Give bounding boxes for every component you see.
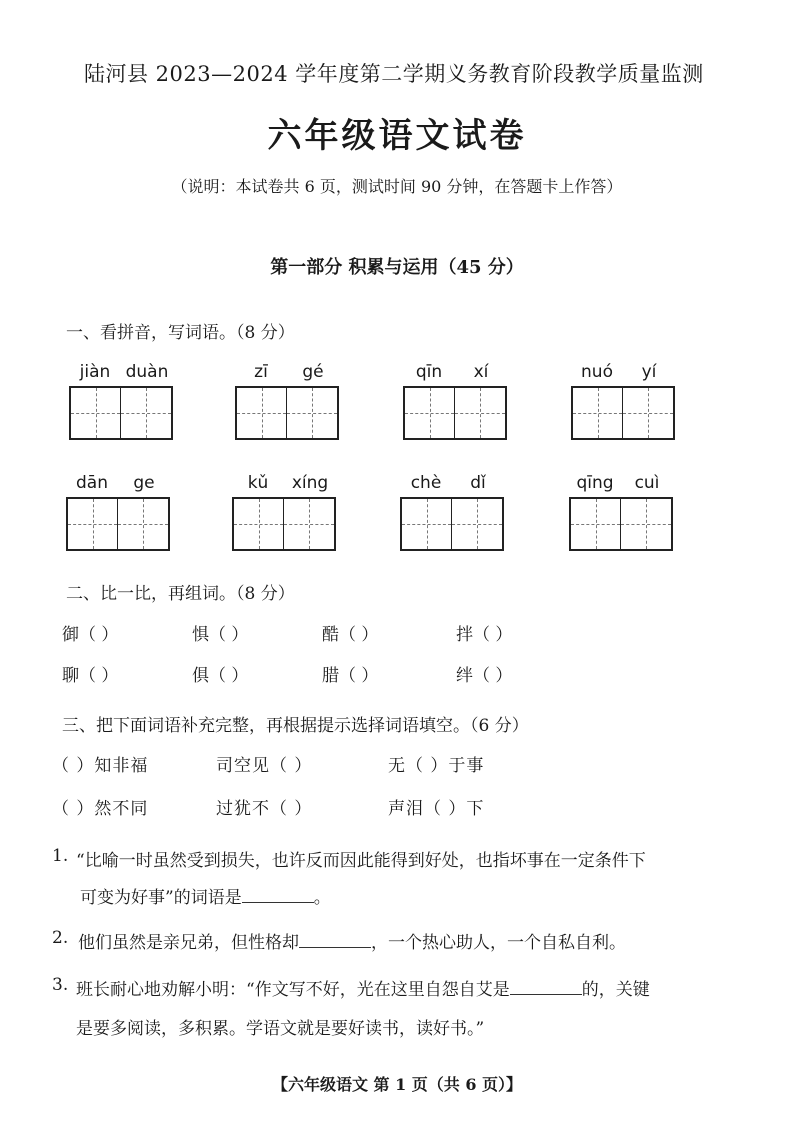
pinyin-syllable: gé	[302, 362, 324, 382]
pinyin-syllable: zī	[254, 362, 268, 382]
idiom-fill[interactable]: （ ）然不同	[52, 799, 149, 819]
char-pair[interactable]: 俱（ ）	[192, 666, 249, 686]
writing-grid[interactable]	[235, 386, 339, 440]
pinyin-syllable: ge	[133, 473, 155, 493]
pinyin-syllable: dān	[76, 473, 108, 493]
item-text	[78, 928, 626, 953]
item-number: 2.	[52, 928, 69, 948]
page-footer: 【六年级语文 第 1 页（共 6 页）】	[271, 1075, 523, 1094]
part-heading: 第一部分 积累与运用（45 分）	[270, 257, 524, 278]
pinyin-item-1	[69, 362, 173, 440]
pinyin-syllable: xíng	[291, 473, 329, 493]
writing-grid[interactable]	[66, 497, 170, 551]
page-title: 六年级语文试卷	[267, 116, 527, 156]
pinyin-syllable: yí	[641, 362, 657, 382]
pinyin-item-6	[232, 473, 336, 551]
item-text: “比喻一时虽然受到损失，也许反而因此能得到好处，也指坏事在一定条件下	[76, 851, 646, 871]
pinyin-item-7	[400, 473, 504, 551]
item-text-part: 的，关键	[581, 980, 650, 1000]
item-text-part: 。	[313, 888, 331, 908]
char-pair[interactable]: 拌（ ）	[456, 625, 513, 645]
pinyin-item-2	[235, 362, 339, 440]
pinyin-syllable: cuì	[634, 473, 660, 493]
item-text-part: 他们虽然是亲兄弟，但性格却	[78, 933, 299, 953]
pinyin-syllable: nuó	[581, 362, 613, 382]
char-pair[interactable]: 腊（ ）	[322, 666, 379, 686]
pinyin-syllable: qīng	[576, 473, 614, 493]
pinyin-item-4	[571, 362, 675, 440]
char-pair[interactable]: 惧（ ）	[192, 625, 249, 645]
idiom-fill[interactable]: 无（ ）于事	[388, 756, 485, 776]
writing-grid[interactable]	[232, 497, 336, 551]
q2-heading: 二、比一比，再组词。（8 分）	[66, 584, 295, 604]
idiom-fill[interactable]: 过犹不（ ）	[216, 799, 313, 819]
item-text-part: ，一个热心助人，一个自私自利。	[371, 933, 626, 953]
item-text	[76, 975, 650, 1000]
writing-grid[interactable]	[69, 386, 173, 440]
item-number: 3.	[52, 975, 69, 995]
q3-heading: 三、把下面词语补充完整，再根据提示选择词语填空。（6 分）	[62, 716, 529, 736]
pinyin-syllable: qīn	[415, 362, 443, 382]
char-pair[interactable]: 酷（ ）	[322, 625, 379, 645]
item-number: 1.	[52, 846, 69, 866]
item-text-part: 可变为好事”的词语是	[80, 888, 242, 908]
item-text: 是要多阅读，多积累。学语文就是要好读书，读好书。”	[76, 1019, 485, 1039]
pinyin-syllable: kǔ	[247, 473, 269, 493]
pinyin-syllable: dǐ	[470, 473, 486, 493]
pinyin-syllable: jiàn	[79, 362, 111, 382]
exam-header: 陆河县 2023—2024 学年度第二学期义务教育阶段教学质量监测	[84, 62, 704, 86]
char-pair[interactable]: 绊（ ）	[456, 666, 513, 686]
pinyin-syllable: duàn	[125, 362, 169, 382]
writing-grid[interactable]	[400, 497, 504, 551]
writing-grid[interactable]	[569, 497, 673, 551]
pinyin-item-5	[66, 473, 170, 551]
idiom-fill[interactable]: 声泪（ ）下	[388, 799, 485, 819]
answer-blank[interactable]	[510, 978, 582, 995]
exam-note: （说明：本试卷共 6 页，测试时间 90 分钟，在答题卡上作答）	[171, 177, 623, 196]
writing-grid[interactable]	[571, 386, 675, 440]
q1-heading: 一、看拼音，写词语。（8 分）	[66, 323, 295, 343]
answer-blank[interactable]	[242, 886, 314, 903]
pinyin-item-8	[569, 473, 673, 551]
writing-grid[interactable]	[403, 386, 507, 440]
pinyin-item-3	[403, 362, 507, 440]
idiom-fill[interactable]: 司空见（ ）	[216, 756, 313, 776]
pinyin-syllable: xí	[473, 362, 489, 382]
idiom-fill[interactable]: （ ）知非福	[52, 756, 149, 776]
item-text-part: 班长耐心地劝解小明：“作文写不好，光在这里自怨自艾是	[76, 980, 510, 1000]
char-pair[interactable]: 御（ ）	[62, 625, 119, 645]
answer-blank[interactable]	[299, 931, 371, 948]
item-text	[80, 883, 331, 908]
char-pair[interactable]: 聊（ ）	[62, 666, 119, 686]
pinyin-syllable: chè	[410, 473, 442, 493]
